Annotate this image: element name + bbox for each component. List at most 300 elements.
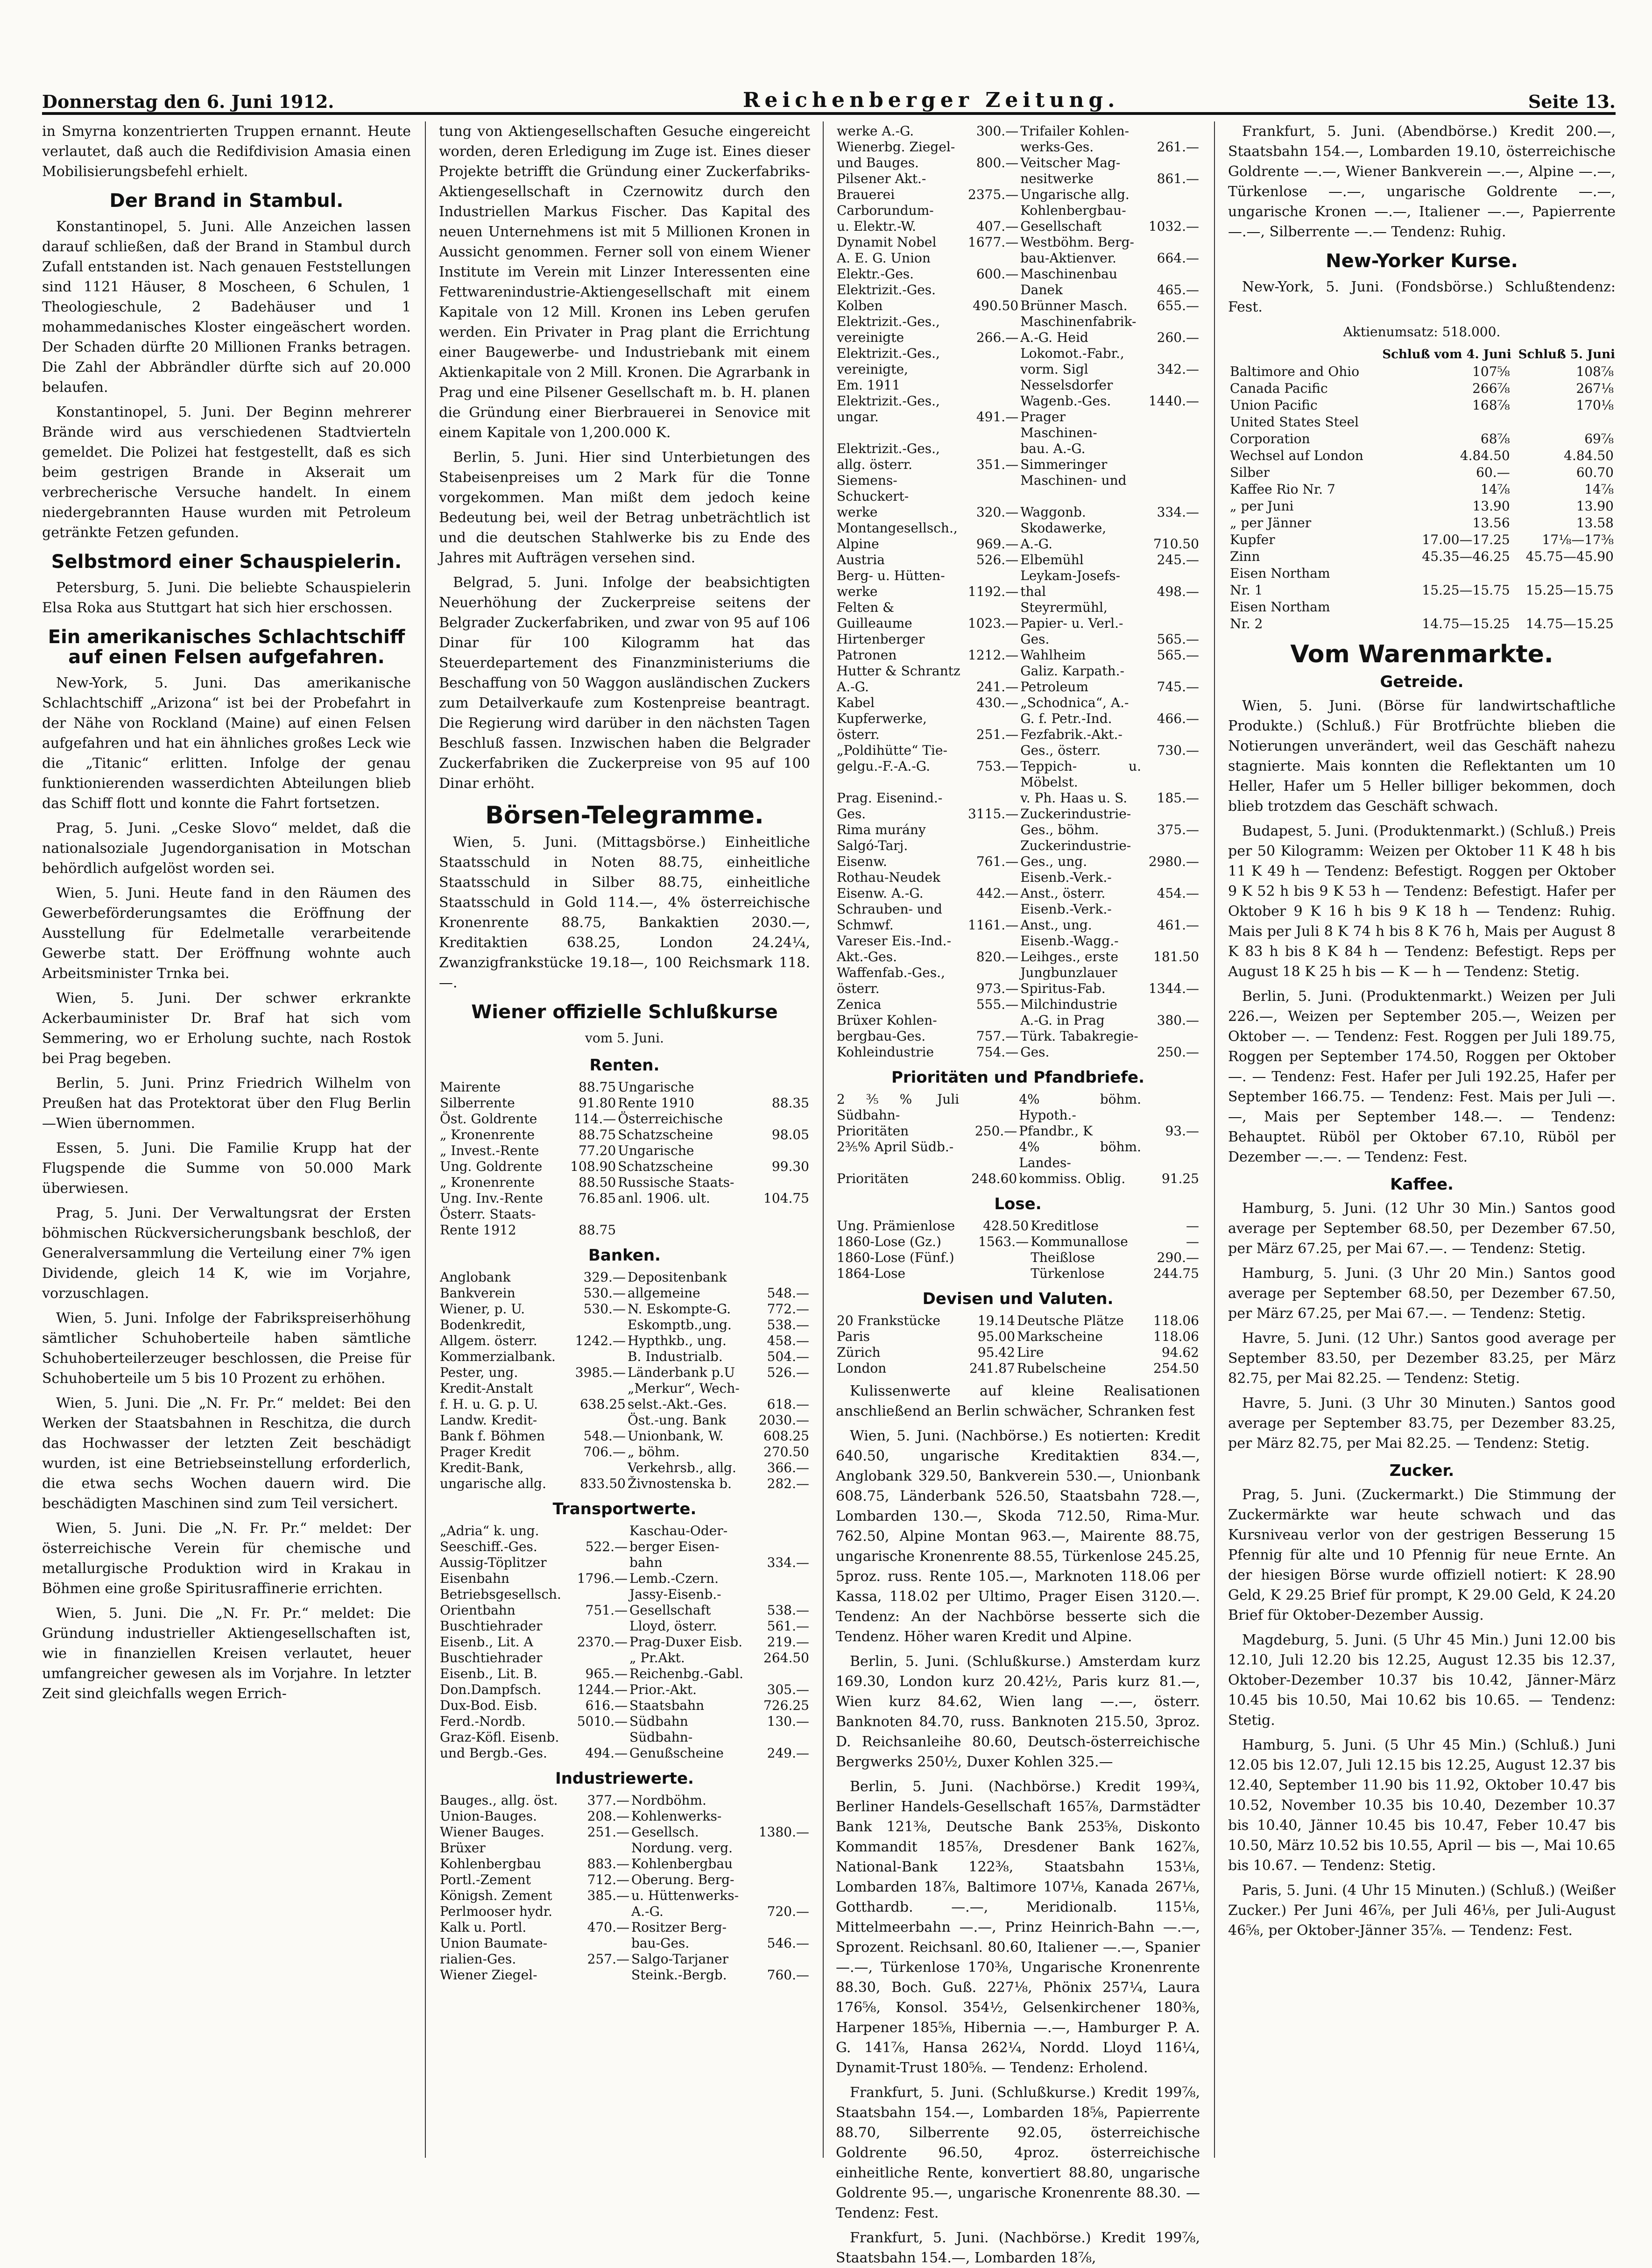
quote-value [1142,473,1200,504]
quote-name: Eisenb., Lit. A [440,1634,533,1650]
table-row [439,1888,810,1904]
quote-value [1142,457,1200,473]
quote-value [1142,441,1200,457]
quote-value: 185.— [1157,790,1199,806]
quote-name: „ Kronenrente [440,1127,535,1142]
quote-value: 618.— [767,1396,809,1412]
quote-name: „ Pr.Akt. [629,1650,685,1666]
quote-value: 95.00 [977,1329,1015,1344]
table-row [439,1476,810,1492]
quote-value [752,1920,810,1935]
quote-value: 300.— [976,123,1019,139]
table-row [836,997,1200,1013]
quote-value: 407.— [976,219,1019,234]
quote-value [569,1381,627,1396]
quote-name: Reichenbg.-Gabl. [629,1666,743,1681]
quote-name: Eisenw. [837,854,887,869]
table-row [836,393,1200,409]
quote-name: Maschinenfabrik- [1020,314,1137,329]
news-item: Wien, 5. Juni. Die „N. Fr. Pr.“ meldet: Bei den Werken der Staatsbahnen in Reschitza, die durch das Hochwasser der letzten Zeit beschädigt wurden, ist eine Betriebseinstellung erforderlich, die etwa sechs Wochen dauern wird. Die beschädigten Maschinen sind zum Teil versichert. [42,1395,411,1512]
quote-name: Nr. 1 [1230,582,1263,598]
quote-value: 99.30 [771,1159,809,1174]
quote-name: „ Invest.-Rente [440,1143,539,1158]
quote-value: 249.— [767,1745,809,1761]
quote-value [961,314,1019,330]
quote-name: Ges. [1020,631,1050,647]
quote-name: ungarische allg. [440,1476,547,1491]
table-row [439,1269,810,1285]
quote-name: v. Ph. Haas u. S. [1020,790,1128,806]
quote-value: 772.— [767,1301,809,1317]
quote-name: Gesellsch. [631,1824,699,1840]
quote-value [961,203,1019,219]
quote-name: „Merkur“, Wech- [627,1381,740,1396]
table-row [836,1266,1200,1282]
quote-name: London [837,1361,887,1376]
quote-name: österr. [837,981,880,996]
quote-name: Patronen [837,647,897,663]
quote-value: 266⅞ [1472,381,1510,396]
quote-name: Nordung. verg. [631,1840,733,1856]
quote-value: 760.— [767,1967,809,1983]
quote-name: Dux-Bod. Eisb. [440,1698,537,1713]
issue-date: Donnerstag den 6. Juni 1912. [42,91,334,112]
news-item: Prag, 5. Juni. „Ceske Slovo“ meldet, daß die nationalsoziale Jugendorganisation in Motschan behördlich aufgelöst worden sei. [42,820,411,877]
section-title: Börsen-Telegramme. [485,801,764,829]
quote-value: 761.— [976,854,1019,869]
news-item: Wien, 5. Juni. Die „N. Fr. Pr.“ meldet: Die Gründung industrieller Aktiengesellschaften ist, wie in finanziellen Kreisen verlautet, heuer umfangreicher gewesen als im Vorjahre. In letzter Zeit sind gleichfalls wegen Errich- [42,1605,411,1702]
masthead [42,70,1616,115]
quote-name: Kaschau-Oder- [629,1523,728,1538]
quote-value [961,711,1019,727]
news-item: Wien, 5. Juni. Heute fand in den Räumen des Gewerbeförderungsamtes die Eröffnung der Ausstellung für Edelmetalle verarbeitende Gewerbe statt. Der Eröffnung wohnte auch Arbeitsminister Trnka bei. [42,885,411,982]
quote-value: 565.— [1157,631,1199,647]
news-item: Wien, 5. Juni. Die „N. Fr. Pr.“ meldet: Der österreichische Verein für chemische und metallurgische Produktion wird in Krakau in Böhmen eine große Spiritusraffinerie errichten. [42,1520,411,1597]
quote-name: Südbahn [629,1714,688,1729]
quote-name: Türk. Tabakregie- [1020,1028,1138,1044]
page-number: Seite 13. [1528,91,1616,112]
quote-name: Skodawerke, [1020,520,1107,536]
quote-name: Eisenb., Lit. B. [440,1666,538,1681]
quote-name: Ges., ung. [1020,854,1087,869]
quote-value [961,933,1019,949]
column-3 [836,121,1200,2266]
quote-name: Živnostenska b. [627,1476,732,1491]
quote-name: berger Eisen- [629,1539,720,1554]
table-row [1228,616,1616,632]
quote-value [752,1539,810,1555]
table-row [439,1460,810,1476]
quote-name: Zuckerindustrie- [1020,838,1131,853]
quote-name: Silber [1230,465,1270,480]
table-row [1228,481,1616,498]
quote-value [961,568,1019,584]
quote-value [1142,1091,1200,1123]
quote-name: Deutsche Plätze [1017,1313,1124,1328]
quote-value: 88.50 [579,1175,616,1190]
quote-name: Rima murány [837,822,926,837]
subsection-title: Renten. [589,1056,660,1075]
table-row [439,1143,810,1159]
table-row [836,1139,1200,1171]
quote-name: Gesellschaft [629,1602,711,1618]
quote-value: 498.— [1157,584,1199,599]
table-row [439,1698,810,1714]
quote-name: „ Kronenrente [440,1175,535,1190]
quote-name: Oberung. Berg- [631,1872,734,1887]
quote-value [1512,599,1616,616]
quote-value: 548.— [583,1428,626,1444]
quote-value: 334.— [767,1555,809,1570]
quote-value [752,1222,810,1238]
quote-name: und Bauges. [837,155,919,170]
quote-value: 1796.— [577,1571,628,1586]
quote-name: Wagenb.-Ges. [1020,393,1111,409]
quote-value: 638.25 [579,1396,626,1412]
quote-name: Anglobank [440,1269,511,1285]
quote-value: 548.— [767,1285,809,1301]
quote-value: 706.— [583,1444,626,1460]
quote-name: Baltimore and Ohio [1230,364,1360,379]
quote-value: 720.— [767,1904,809,1919]
quote-value: 351.— [976,457,1019,472]
quote-name: bergbau-Ges. [837,1028,926,1044]
quote-value [961,520,1019,536]
table-row [836,266,1200,282]
table-row [836,806,1200,822]
table-row [836,949,1200,965]
quote-name: gelgu.-F.-A.-G. [837,758,931,774]
quote-value [569,1349,627,1365]
quote-value [569,1412,627,1428]
quote-name: Österr. Staats- [440,1206,536,1222]
quote-name: Brünner Masch. [1020,298,1128,313]
quote-value: 385.— [587,1888,629,1903]
article-text: in Smyrna konzentrierten Truppen ernannt. Heute verlautet, daß auch die Redifdivision Amasia einen Mobilisierungsbefehl erhielt. [42,123,411,180]
quote-value: 546.— [767,1935,809,1951]
quote-value: 13.58 [1576,515,1614,531]
table-row [439,1349,810,1365]
article-text: Konstantinopel, 5. Juni. Der Beginn mehrerer Brände wird aus verschiedenen Stadtvierteln gemeldet. Die Polizei hat festgestellt, daß es sich beim gestrigen Brande in Akserait um verbrecherische Versuche handelt. In einem niedergebrannten Hause wurden mit Petroleum getränkte Fetzen gefunden. [42,404,411,541]
quote-name: Mairente [440,1079,501,1095]
quote-name: Prag-Duxer Eisb. [629,1634,743,1650]
quote-value: 93.— [1165,1123,1199,1139]
quote-name: Alpine [837,536,879,552]
table-row [836,1044,1200,1060]
table-row [836,250,1200,266]
quote-value: 248.60 [971,1171,1017,1186]
quote-value [961,441,1019,457]
table-row [836,711,1200,727]
quotes-table [836,1091,1200,1187]
quote-name: Prager Maschinen- [1020,409,1097,440]
quote-name: United States Steel [1230,414,1359,430]
market-report: Havre, 5. Juni. (3 Uhr 30 Minuten.) Santos good average per September 83.75, per Dezember 83.25, per März 82.75, per Mai 82.25. — Tendenz: Stetig. [1228,1395,1616,1452]
quote-name: Maschinen- und [1020,473,1127,488]
quote-name: Russische Staats- [618,1175,734,1190]
quote-name: Carborundum- [837,203,934,218]
quote-name: Buschtiehrader [440,1650,543,1666]
quote-value: 1212.— [968,647,1019,663]
quote-name: Brüxer [440,1840,486,1856]
table-row [439,1618,810,1634]
quote-name: Kredit-Bank, [440,1460,524,1475]
quote-value: 107⅝ [1472,364,1510,379]
quote-value: 76.85 [579,1191,616,1206]
quote-value [572,1967,630,1983]
table-row [836,187,1200,203]
quote-value: 465.— [1157,282,1199,298]
quote-name: Perlmooser hydr. [440,1904,552,1919]
table-row [439,1682,810,1698]
quote-value [752,1571,810,1587]
quote-name: werke A.-G. [837,123,914,139]
quote-value: 250.— [1157,1044,1199,1060]
quotes-table [439,1523,810,1761]
table-row [1228,515,1616,532]
quote-value [961,838,1019,854]
quote-value [1142,695,1200,711]
table-row [439,1920,810,1935]
market-note: Kulissenwerte auf kleine Realisationen anschließend an Berlin schwächer, Schranken fest [836,1383,1200,1419]
quote-value: 13.90 [1576,498,1614,514]
quote-value [752,1951,810,1967]
quote-value: 170⅛ [1576,397,1614,413]
quote-name: Ung. Inv.-Rente [440,1191,543,1206]
quote-value: 616.— [585,1698,628,1713]
quote-name: Bankverein [440,1285,515,1301]
quote-value: 454.— [1157,886,1199,901]
quote-name: selst.-Akt.-Ges. [627,1396,727,1412]
quote-value: 1023.— [968,616,1019,631]
table-row [439,1935,810,1951]
quote-value [1142,758,1200,790]
quote-name: Kommerzialbank. [440,1349,556,1364]
table-row [439,1285,810,1301]
quote-value [1142,965,1200,981]
quote-value [1142,123,1200,139]
table-row [836,965,1200,981]
quote-name: Kaffee Rio Nr. 7 [1230,482,1335,497]
quote-value: 130.— [767,1714,809,1729]
quote-name: B. Industrialb. [627,1349,723,1364]
quote-value: 530.— [583,1285,626,1301]
quote-name: Kredit-Anstalt [440,1381,533,1396]
quote-name: nesitwerke [1020,171,1094,186]
subsection-title: Lose. [994,1195,1042,1213]
table-row [439,1587,810,1602]
market-report: Havre, 5. Juni. (12 Uhr.) Santos good average per September 83.50, per Dezember 83.25, per März 82.75, per Mai 82.25. — Tendenz: Stetig. [1228,1330,1616,1387]
subsection-title: Getreide. [1380,673,1464,691]
table-row [1228,397,1616,414]
table-row [1228,532,1616,548]
quote-value [961,139,1019,155]
table-row [836,1234,1200,1250]
quote-name: Wiener, p. U. [440,1301,525,1317]
quote-name: Hypthkb., ung. [627,1333,727,1348]
quote-name: Maschinenbau [1020,266,1117,282]
quote-value: 98.05 [771,1127,809,1142]
quote-value: 94.62 [1161,1345,1199,1360]
table-row [836,155,1200,171]
quote-name: Ges., böhm. [1020,822,1099,837]
table-row [439,1191,810,1206]
table-row [439,1745,810,1761]
quote-name: Kohlenwerks- [631,1808,722,1824]
quote-name: Leihges., erste [1020,949,1119,964]
quote-value: 1192.— [968,584,1019,599]
market-report: Budapest, 5. Juni. (Produktenmarkt.) (Schluß.) Preis per 50 Kilogramm: Weizen per Oktober 11 K 48 h bis 11 K 49 h — Tendenz: Befestigt. Roggen per Oktober 9 K 52 h bis 9 K 53 h — Tendenz: Befestigt. Hafer per Oktober 9 K 16 h bis 9 K 18 h — Tendenz: Ruhig. Mais per Juli 8 K 74 h bis 8 K 76 h, Mais per August 8 K 83 h bis 8 K 84 h — Tendenz: Befestigt. Reps per August 18 K 25 h bis — K — h — Tendenz: Stetig. [1228,823,1616,980]
subsection-title: Kaffee. [1390,1175,1454,1194]
quote-value: 470.— [587,1920,629,1935]
quote-name: Eisen Northam [1230,599,1330,615]
quote-value: 861.— [1157,171,1199,186]
quote-value: 2980.— [1148,854,1199,869]
quote-value [1142,727,1200,743]
table-row [836,1123,1200,1139]
quote-value [961,171,1019,187]
quote-value: 491.— [976,409,1019,425]
table-row [836,1028,1200,1044]
news-item: Berlin, 5. Juni. Hier sind Unterbietungen des Stabeisenpreises um 2 Mark für die Tonne vorgekommen. Man mißt dem jedoch keine Bedeutung bei, weil der Betrag unbeträchtlich ist und die deutschen Stahlwerke bis zu Ende des Jahres mit Aufträgen versehen sind. [439,449,810,566]
table-row [439,1127,810,1143]
subsection-title: Banken. [588,1246,661,1265]
quote-value [752,1872,810,1888]
quote-name: Union Pacific [1230,397,1318,413]
quote-name: Zenica [837,997,882,1012]
quote-value: 820.— [976,949,1019,964]
quote-value: 270.50 [763,1444,809,1460]
quote-name: Türkenlose [1031,1266,1105,1281]
quote-value: 1380.— [758,1824,809,1840]
quote-value [1142,663,1200,679]
quote-name: Union-Bauges. [440,1808,537,1824]
quote-value: 608.25 [763,1428,809,1444]
quote-name: Montangesellsch., [837,520,958,536]
quote-name: Westböhm. Berg- [1020,234,1134,250]
quote-value: 261.— [1157,139,1199,155]
quote-value: — [1186,1234,1199,1249]
quote-value: 91.80 [579,1095,616,1111]
quote-name: Milchindustrie [1020,997,1117,1012]
quote-value [752,1856,810,1872]
table-row [439,1555,810,1571]
quote-name: Staatsbahn [629,1698,705,1713]
quote-value: 1563.— [978,1234,1029,1249]
column-2 [439,121,810,2158]
table-row [836,330,1200,346]
quote-name: Em. 1911 [837,377,901,393]
quote-name: Trifailer Kohlen- [1020,123,1130,139]
table-row [1228,431,1616,447]
quote-value: 19.14 [977,1313,1015,1328]
table-row [439,1650,810,1666]
table-row [836,1329,1200,1345]
quote-name: Spiritus-Fab. [1020,981,1106,996]
quote-value: 60.— [1476,465,1510,480]
quote-value [1142,346,1200,361]
table-row [836,981,1200,997]
section-title: Wiener offizielle Schlußkurse [471,1001,778,1023]
quote-value: 305.— [767,1682,809,1697]
columns [42,121,1616,2266]
quote-name: 4% böhm. Landes- [1019,1139,1141,1170]
quote-value: 241.87 [969,1361,1015,1376]
market-report: Prag, 5. Juni. (Zuckermarkt.) Die Stimmung der Zuckermärkte war heute schwach und das Kursniveau verlor von der gestrigen Besserung 15 Pfennig für alte und 10 Pfennig für neue Ernte. An der hiesigen Börse wurde offiziell notiert: K 28.90 Geld, K 29.25 Brief für prompt, K 29.00 Geld, K 24.20 Brief für Oktober-Dezember Aussig. [1228,1487,1616,1623]
news-item: Wien, 5. Juni. Infolge der Fabrikspreiserhöhung sämtlicher Schuhoberteile haben sämtliche Schuhoberteilerzeuger beschlossen, die Preise für Schuhoberteile um 5 bis 10 Prozent zu erhöhen. [42,1310,411,1387]
quote-name: 1860-Lose (Gz.) [837,1234,941,1249]
quote-value: 264.50 [763,1650,809,1666]
section-subtitle: vom 5. Juni. [585,1030,664,1046]
quote-name: Kommunallose [1031,1234,1128,1249]
quote-name: „Poldihütte“ Tie- [837,743,947,758]
quote-value: 1244.— [577,1682,628,1697]
quote-value: 181.50 [1153,949,1199,964]
news-item: Berlin, 5. Juni. Prinz Friedrich Wilhelm von Preußen hat das Protektorat über den Flug Berlin—Wien übernommen. [42,1075,411,1132]
quote-name: werks-Ges. [1020,139,1094,155]
newspaper-title: Reichenberger Zeitung. [742,88,1120,112]
quote-name: 1860-Lose (Fünf.) [837,1250,954,1265]
news-item: Prag, 5. Juni. Der Verwaltungsrat der Ersten böhmischen Rückversicherungsbank beschloß, der Generalversammlung die Verteilung einer 7% igen Dividende, gleich 14 K, wie im Vorjahre, vorzuschlagen. [42,1205,411,1302]
quote-value: 14.75—15.25 [1422,616,1510,631]
news-item: Wien, 5. Juni. Der schwer erkrankte Ackerbauminister Dr. Braf hat sich vom Semmering, wo er Erholung suchte, nach Rostok bei Prag begeben. [42,990,411,1067]
quote-name: allg. österr. [837,457,912,472]
quote-value: 1161.— [968,917,1019,933]
quote-value [961,965,1019,981]
table-row [836,933,1200,949]
quote-name: Schrauben- und [837,901,942,917]
quote-value: 267⅛ [1576,381,1614,396]
quote-value: 241.— [976,679,1019,695]
table-row [836,520,1200,536]
quote-name: Hirtenberger [837,631,925,647]
quote-value: 244.75 [1153,1266,1199,1281]
table-row [1228,565,1616,582]
table-row [836,441,1200,457]
quote-value [1142,616,1200,631]
quote-name: bau. A.-G. [1020,441,1086,456]
quote-value [961,346,1019,361]
table-row [836,203,1200,219]
table-row [439,1159,810,1175]
article-text: Petersburg, 5. Juni. Die beliebte Schauspielerin Elsa Roka aus Stuttgart hat sich hier erschossen. [42,580,411,616]
quote-name: Pfandbr., K [1019,1123,1093,1139]
table-row [836,901,1200,917]
quote-value: 366.— [767,1460,809,1475]
quote-value: 965.— [585,1666,628,1681]
quote-value [569,1317,627,1333]
quote-value: 1242.— [575,1333,626,1348]
table-row [836,314,1200,330]
quote-value: 251.— [587,1824,629,1840]
quote-value [1374,414,1512,431]
market-report: Hamburg, 5. Juni. (5 Uhr 45 Min.) (Schluß.) Juni 12.05 bis 12.07, Juli 12.15 bis 12.25, August 12.37 bis 12.40, September 11.90 bis 11.92, Oktober 10.47 bis 10.52, November 10.35 bis 10.40, Dezember 10.37 bis 10.40, Jänner 10.45 bis 10.47, Feber 10.47 bis 10.50, März 10.52 bis 10.55, April — bis —, Mai 10.65 bis 10.67. — Tendenz: Stetig. [1228,1737,1616,1874]
quote-name: Nesselsdorfer [1020,377,1113,393]
quote-name: kommiss. Oblig. [1019,1171,1126,1186]
quote-name: allgemeine [627,1285,700,1301]
quote-value: 833.50 [579,1476,626,1491]
quote-name: Prager Kredit [440,1444,531,1460]
quote-value: 538.— [767,1317,809,1332]
quote-value [961,663,1019,679]
quote-value [961,743,1019,758]
quote-name: Ges. [1020,1044,1050,1060]
quote-name: Galiz. Karpath.- [1020,663,1124,679]
quote-value: 754.— [976,1044,1019,1060]
quote-name: Portl.-Zement [440,1872,531,1887]
table-row [1228,464,1616,481]
table-row [439,1381,810,1396]
